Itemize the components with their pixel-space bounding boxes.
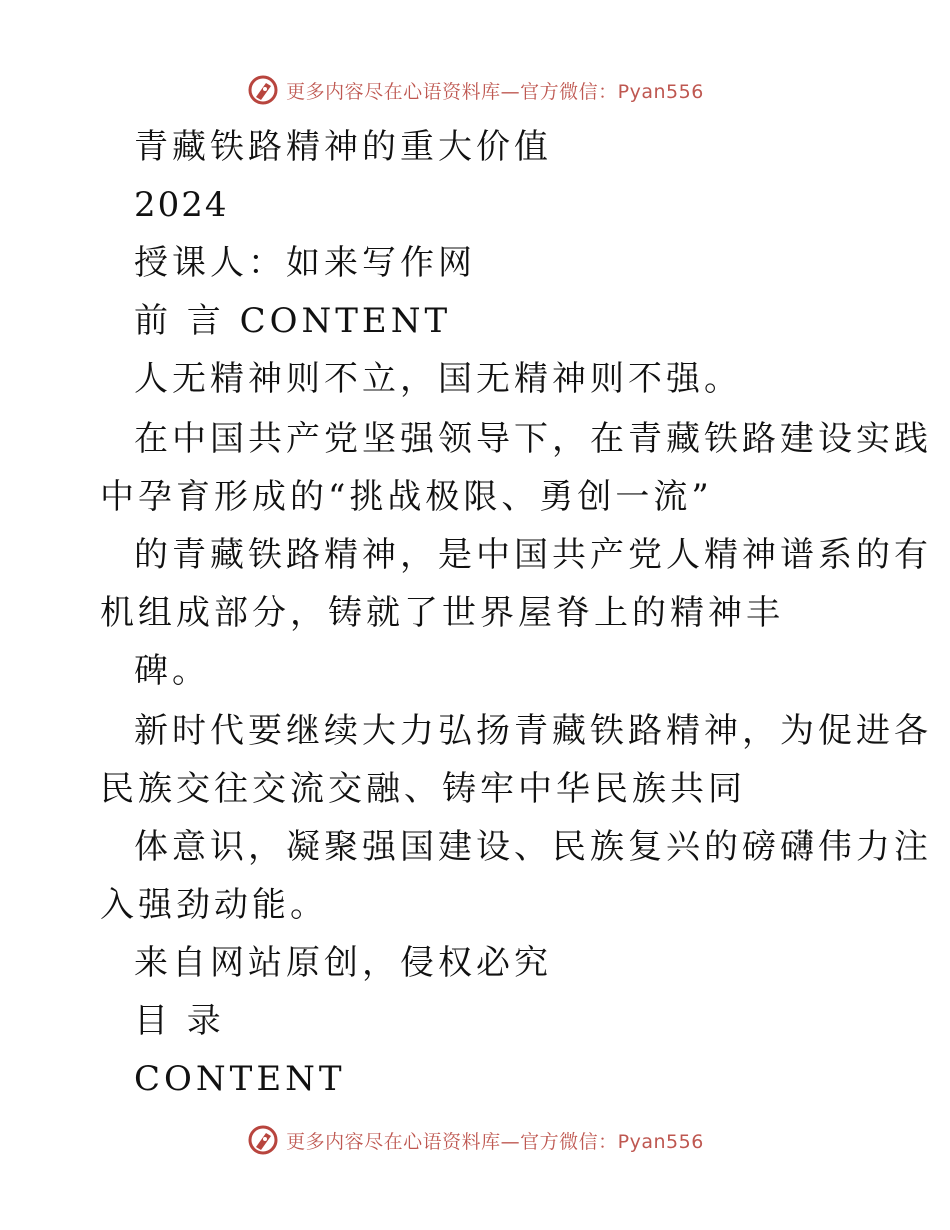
footer-banner-inner (246, 1123, 704, 1157)
header-banner-text: 更多内容尽在心语资料库—官方微信：Pyan556 (286, 80, 704, 103)
paragraph-7: 来自网站原创，侵权必究 (134, 943, 552, 983)
document-year: 2024 (134, 185, 229, 225)
paragraph-4: 碑。 (134, 651, 210, 691)
header-banner (0, 68, 950, 112)
paragraph-2-line-2: 中孕育形成的“挑战极限、勇创一流” (100, 477, 713, 517)
paragraph-3-line-1: 的青藏铁路精神，是中国共产党人精神谱系的有 (134, 535, 932, 575)
paragraph-6-line-1: 体意识，凝聚强国建设、民族复兴的磅礴伟力注 (134, 827, 932, 867)
pen-nib-icon (246, 1123, 280, 1157)
lecturer-line: 授课人：如来写作网 (134, 243, 476, 283)
toc-heading: 目 录 (134, 1001, 225, 1041)
toc-subheading: CONTENT (134, 1059, 346, 1099)
footer-banner-text: 更多内容尽在心语资料库—官方微信：Pyan556 (286, 1130, 704, 1153)
document-title: 青藏铁路精神的重大价值 (134, 127, 552, 167)
pen-nib-icon (246, 73, 280, 107)
paragraph-5-line-1: 新时代要继续大力弘扬青藏铁路精神，为促进各 (134, 711, 932, 751)
paragraph-1: 人无精神则不立，国无精神则不强。 (134, 359, 742, 399)
paragraph-5-line-2: 民族交往交流交融、铸牢中华民族共同 (100, 769, 746, 809)
preface-heading: 前 言 CONTENT (134, 301, 452, 341)
footer-banner (0, 1118, 950, 1162)
paragraph-3-line-2: 机组成部分，铸就了世界屋脊上的精神丰 (100, 593, 784, 633)
paragraph-2-line-1: 在中国共产党坚强领导下，在青藏铁路建设实践 (134, 419, 932, 459)
header-banner-inner (246, 73, 704, 107)
paragraph-6-line-2: 入强劲动能。 (100, 885, 328, 925)
